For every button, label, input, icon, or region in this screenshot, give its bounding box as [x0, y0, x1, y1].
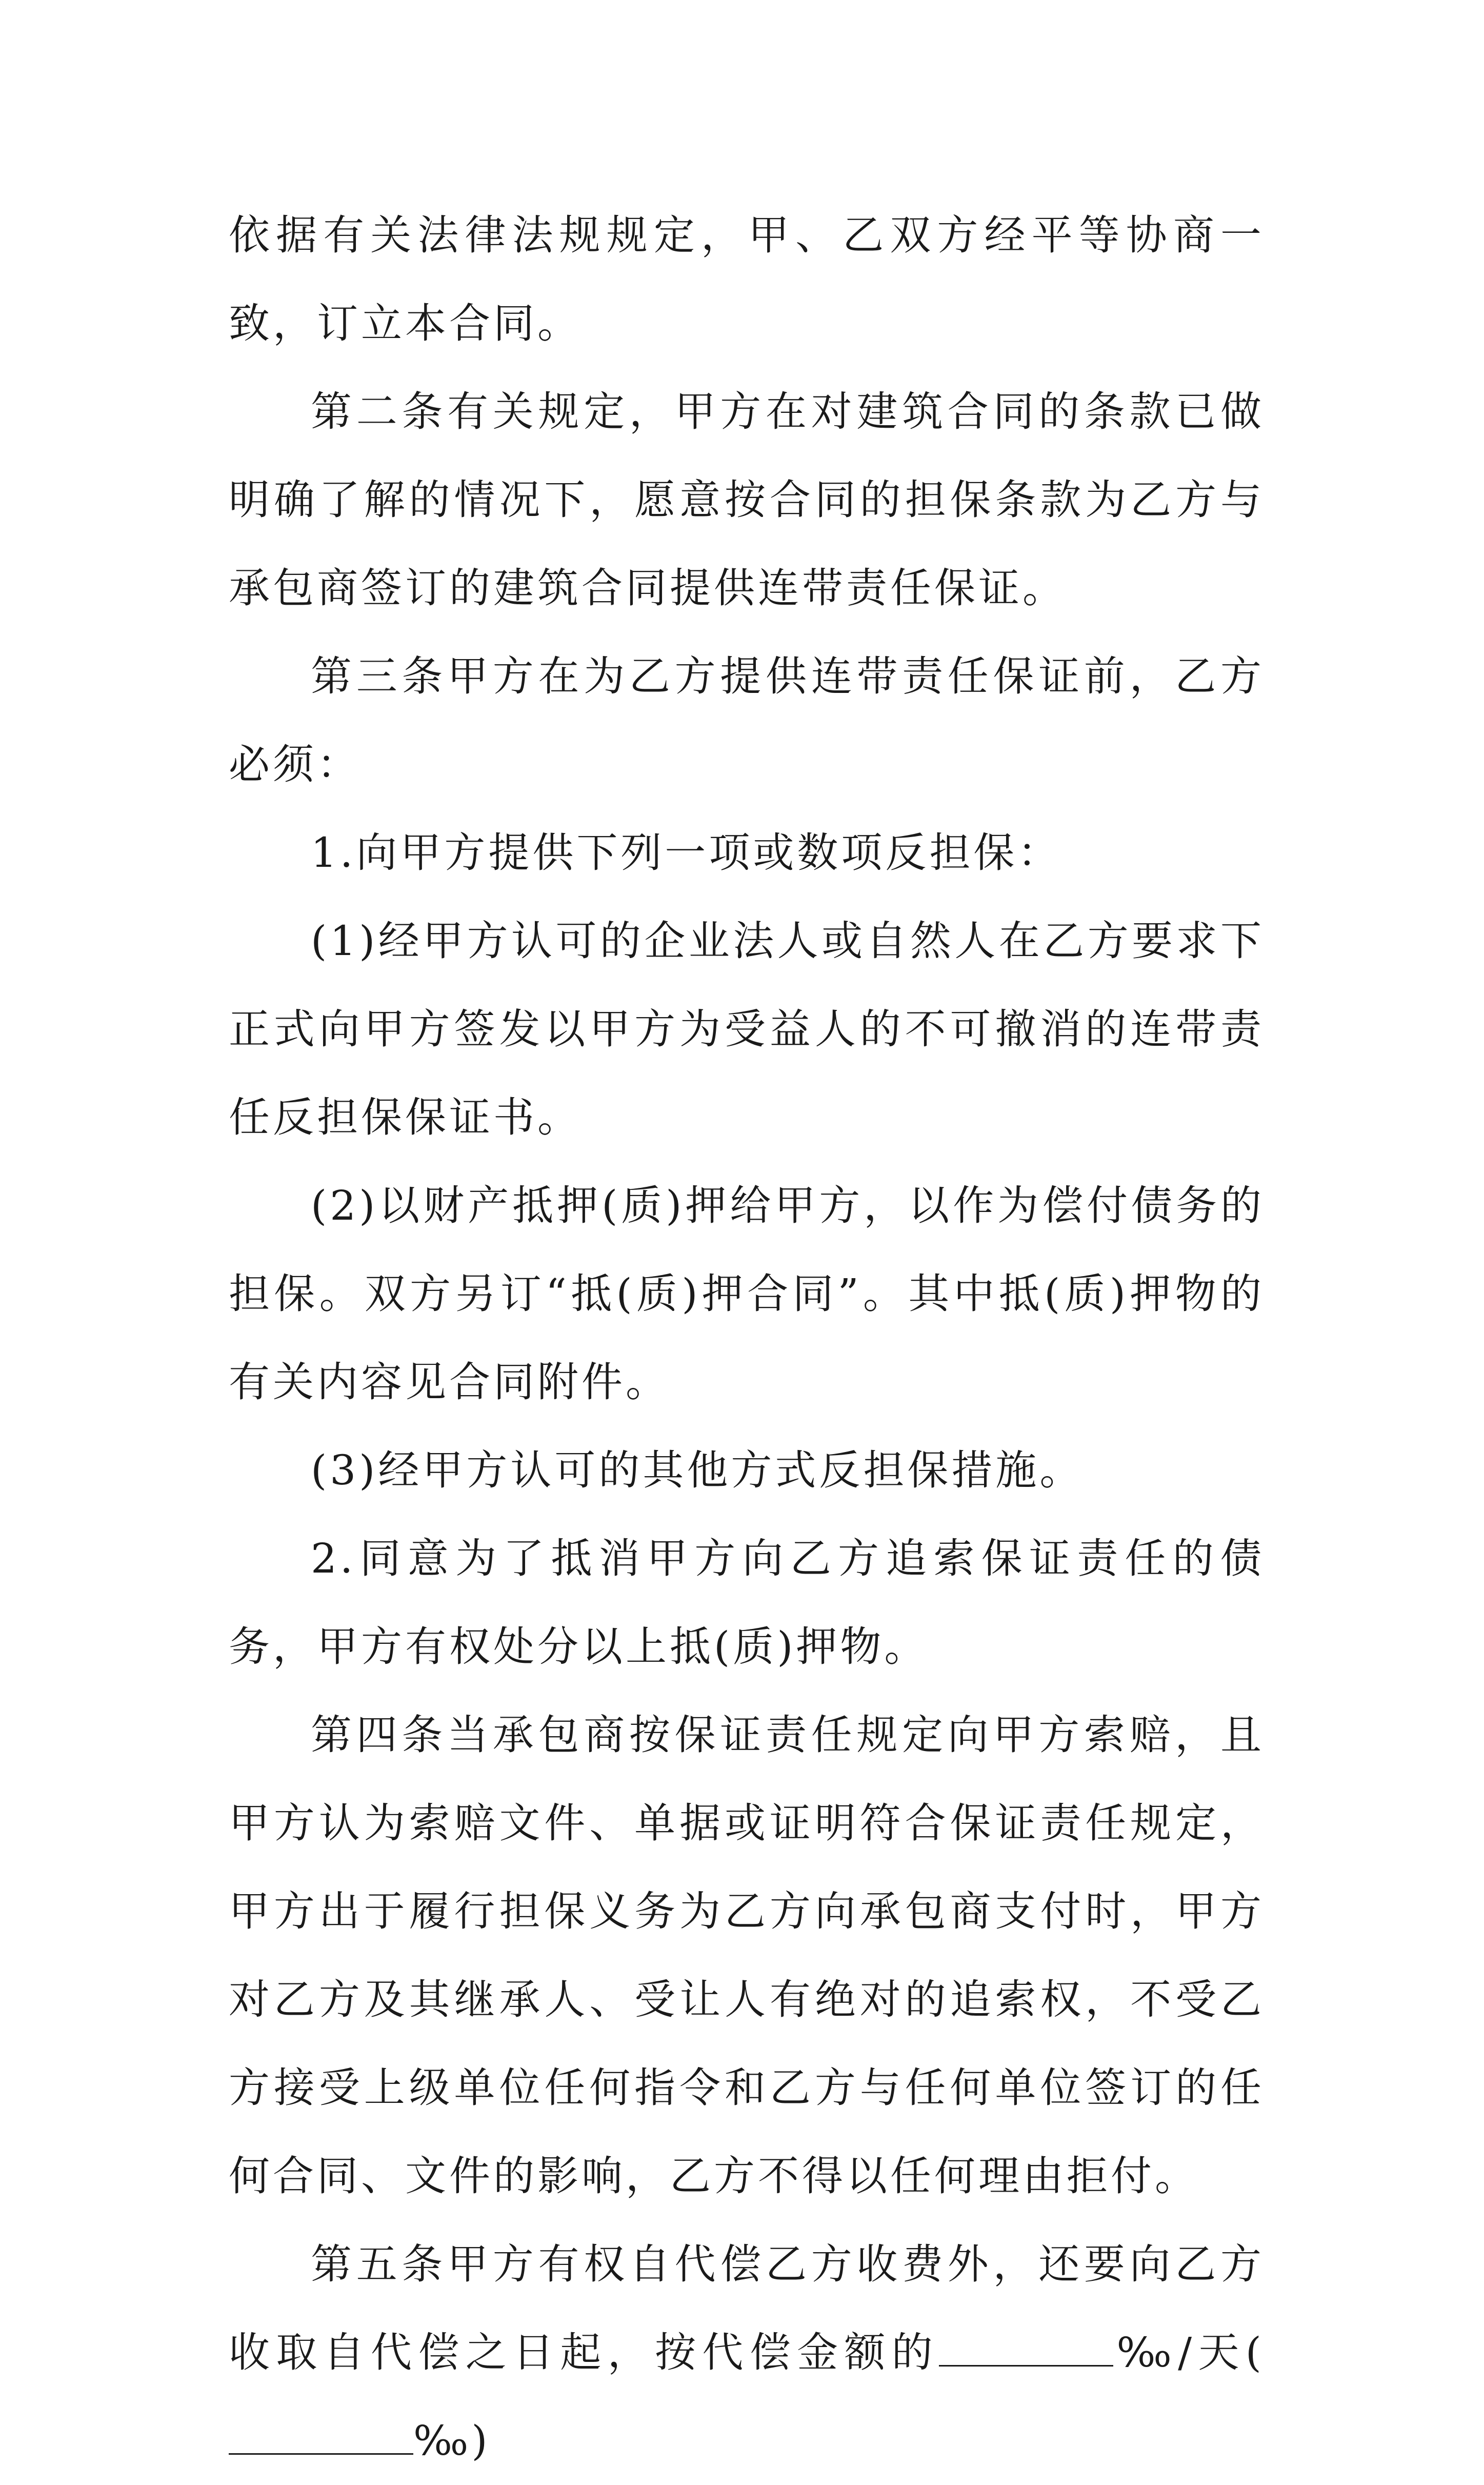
paragraph-intro: 依据有关法律法规规定，甲、乙双方经平等协商一致，订立本合同。	[229, 211, 1265, 347]
article-5-text: 第五条甲方有权自代偿乙方收费外，还要向乙方收取自代偿之日起，按代偿金额的	[229, 2240, 1265, 2376]
document-body	[229, 191, 1265, 2485]
paragraph-subitem-1: (1)经甲方认可的企业法人或自然人在乙方要求下正式向甲方签发以甲方为受益人的不可撤消的连带责任反担保保证书。	[229, 917, 1265, 1141]
per-mille-close: ‰)	[413, 2417, 491, 2464]
per-mille-per-day: ‰/天(	[1113, 2329, 1265, 2376]
paragraph-article-4: 第四条当承包商按保证责任规定向甲方索赔，且甲方认为索赔文件、单据或证明符合保证责任规定，甲方出于履行担保义务为乙方向承包商支付时，甲方对乙方及其继承人、受让人有绝对的追索权，不受乙方接受上级单位任何指令和乙方与任何单位签订的任何合同、文件的影响，乙方不得以任何理由拒付。	[229, 1711, 1265, 2200]
paragraph-item-2: 2.同意为了抵消甲方向乙方追索保证责任的债务，甲方有权处分以上抵(质)押物。	[229, 1535, 1265, 1671]
paragraph-article-2: 第二条有关规定，甲方在对建筑合同的条款已做明确了解的情况下，愿意按合同的担保条款为乙方与承包商签订的建筑合同提供连带责任保证。	[229, 388, 1265, 612]
blank-rate-field	[939, 2329, 1113, 2367]
paragraph-subitem-2: (2)以财产抵押(质)押给甲方，以作为偿付债务的担保。双方另订“抵(质)押合同”。其中抵(质)押物的有关内容见合同附件。	[229, 1182, 1265, 1406]
paragraph-article-5	[229, 2220, 1265, 2485]
paragraph-item-1: 1.向甲方提供下列一项或数项反担保：	[311, 829, 1062, 877]
paragraph-subitem-3: (3)经甲方认可的其他方式反担保措施。	[311, 1446, 1084, 1494]
paragraph-article-3: 第三条甲方在为乙方提供连带责任保证前，乙方必须：	[229, 652, 1265, 788]
blank-rate-field-2	[229, 2417, 413, 2455]
